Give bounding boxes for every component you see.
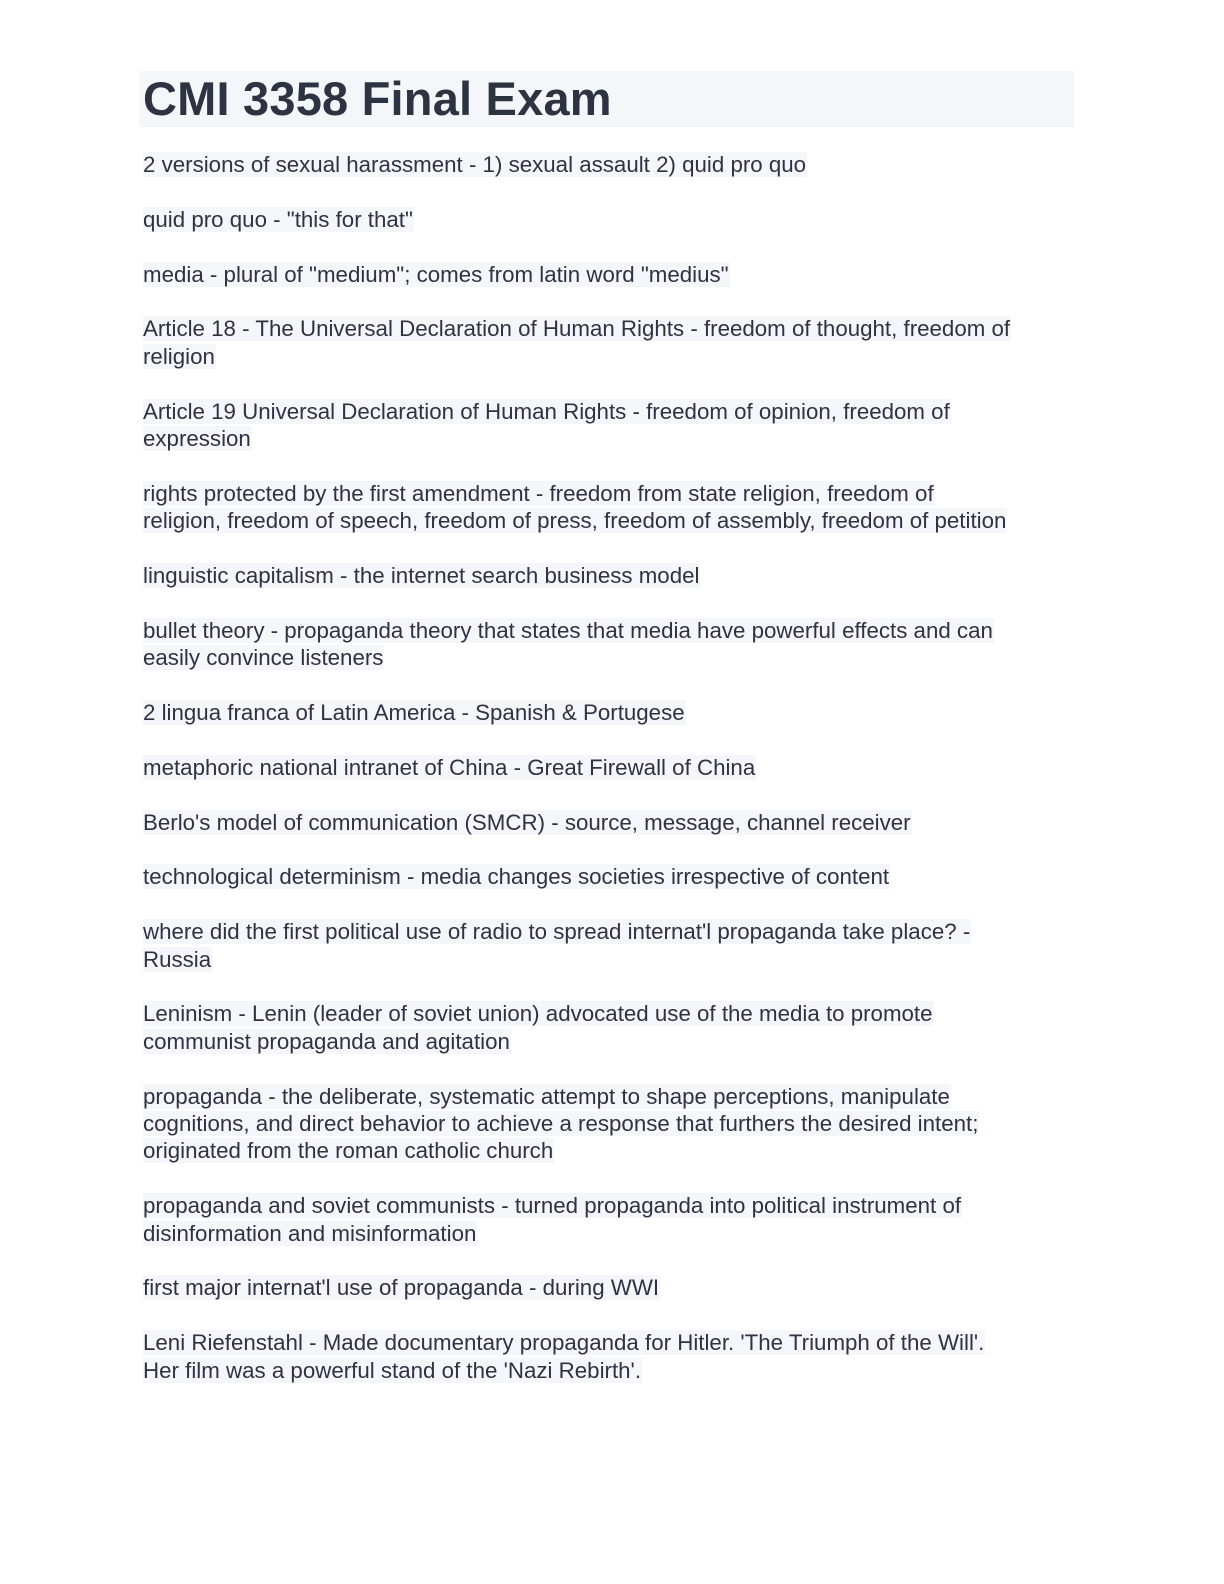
- entry-text: technological determinism - media changes societies irrespective of content: [143, 864, 890, 890]
- entry-text: propaganda and soviet communists - turned propaganda into political instrument of: [143, 1193, 962, 1219]
- entry-text: communist propaganda and agitation: [143, 1028, 510, 1054]
- entry-text: disinformation and misinformation: [143, 1220, 477, 1246]
- flashcard-entry: [143, 151, 1074, 178]
- flashcard-entry: [143, 206, 1074, 233]
- entry-text: Article 18 - The Universal Declaration of Human Rights - freedom of thought, freedom of: [143, 316, 1011, 342]
- document-page: [139, 71, 1074, 1411]
- entry-text: expression: [143, 426, 251, 451]
- entry-text: first major internat'l use of propaganda - during WWI: [143, 1275, 660, 1301]
- flashcard-entry: [143, 562, 1074, 589]
- entry-text: Berlo's model of communication (SMCR) - source, message, channel receiver: [143, 809, 911, 835]
- entry-text: Leni Riefenstahl - Made documentary propaganda for Hitler. 'The Triumph of the Will'.: [143, 1330, 985, 1356]
- entry-text: Article 19 Universal Declaration of Human Rights - freedom of opinion, freedom of: [143, 398, 950, 424]
- flashcard-entry: [143, 1083, 1074, 1165]
- entry-text: where did the first political use of radio to spread internat'l propaganda take place? -: [143, 919, 971, 945]
- flashcard-entry: [143, 699, 1074, 726]
- entry-text: Russia: [143, 946, 212, 972]
- flashcard-entry: [143, 480, 1074, 535]
- entry-text: 2 versions of sexual harassment - 1) sexual assault 2) quid pro quo: [143, 152, 807, 177]
- flashcard-entry: [143, 1274, 1074, 1301]
- entry-text: cognitions, and direct behavior to achieve a response that furthers the desired intent;: [143, 1111, 979, 1136]
- flashcard-entry: [143, 918, 1074, 973]
- entry-text: metaphoric national intranet of China - Great Firewall of China: [143, 754, 756, 780]
- entry-text: rights protected by the first amendment - freedom from state religion, freedom of: [143, 480, 934, 506]
- entry-text: bullet theory - propaganda theory that states that media have powerful effects and can: [143, 617, 993, 643]
- entry-text: propaganda - the deliberate, systematic attempt to shape perceptions, manipulate: [143, 1083, 950, 1109]
- flashcard-entry: [143, 315, 1074, 370]
- entry-text: linguistic capitalism - the internet search business model: [143, 563, 700, 588]
- entry-text: Leninism - Lenin (leader of soviet union) advocated use of the media to promote: [143, 1001, 933, 1027]
- entry-text: media - plural of "medium"; comes from latin word "medius": [143, 261, 729, 287]
- flashcard-entry: [143, 1329, 1074, 1384]
- flashcard-entry: [143, 261, 1074, 288]
- flashcard-entry: [143, 809, 1074, 836]
- flashcard-list: [139, 151, 1074, 1384]
- entry-text: quid pro quo - "this for that": [143, 206, 413, 232]
- flashcard-entry: [143, 1000, 1074, 1055]
- entry-text: religion: [143, 343, 215, 369]
- entry-text: originated from the roman catholic church: [143, 1138, 554, 1164]
- flashcard-entry: [143, 398, 1074, 453]
- title-banner: [139, 71, 1074, 127]
- entry-text: Her film was a powerful stand of the 'Nazi Rebirth'.: [143, 1357, 642, 1383]
- page-title: CMI 3358 Final Exam: [143, 72, 612, 125]
- flashcard-entry: [143, 617, 1074, 672]
- flashcard-entry: [143, 754, 1074, 781]
- entry-text: 2 lingua franca of Latin America - Spanish & Portugese: [143, 700, 685, 725]
- entry-text: religion, freedom of speech, freedom of press, freedom of assembly, freedom of petition: [143, 508, 1007, 534]
- flashcard-entry: [143, 863, 1074, 890]
- entry-text: easily convince listeners: [143, 645, 384, 671]
- flashcard-entry: [143, 1192, 1074, 1247]
